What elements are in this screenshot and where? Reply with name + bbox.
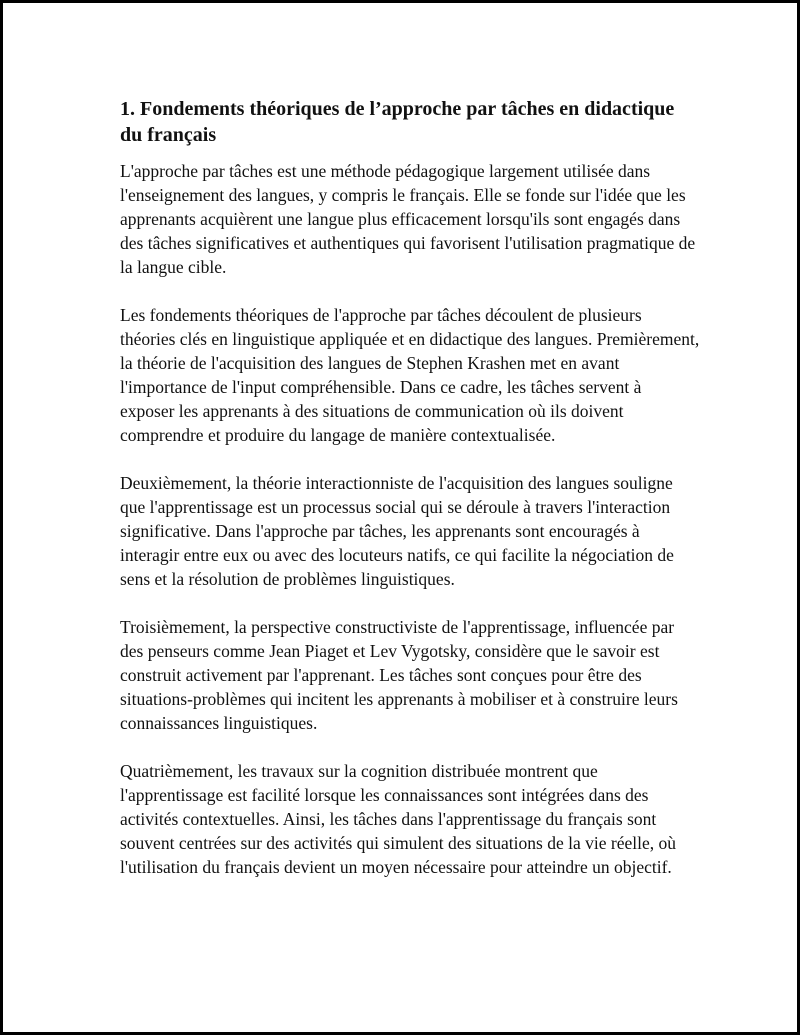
paragraph-1: L'approche par tâches est une méthode pédagogique largement utilisée dans l'enseignement des langues, y compris le français. Elle se fonde sur l'idée que les apprenants acquièrent une langue plus efficacement lorsqu'ils sont engagés dans des tâches significatives et authentiques qui favorisent l'utilisation pragmatique de la langue cible. <box>120 161 696 277</box>
paragraph-2: Les fondements théoriques de l'approche par tâches découlent de plusieurs théories clés en linguistique appliquée et en didactique des langues. Premièrement, la théorie de l'acquisition des langues de Stephen Krashen met en avant l'importance de l'input compréhensible. Dans ce cadre, les tâches servent à exposer les apprenants à des situations de communication où ils doivent comprendre et produire du langage de manière contextualisée. <box>120 305 700 445</box>
paragraph-5: Quatrièmement, les travaux sur la cognition distribuée montrent que l'apprentissage est facilité lorsque les connaissances sont intégrées dans des activités contextuelles. Ainsi, les tâches dans l'apprentissage du français sont souvent centrées sur des activités qui simulent des situations de la vie réelle, où l'utilisation du français devient un moyen nécessaire pour atteindre un objectif. <box>120 761 676 877</box>
document-content <box>120 96 700 903</box>
section-heading: 1. Fondements théoriques de l’approche par tâches en didactique du français <box>120 98 675 146</box>
paragraph-3: Deuxièmement, la théorie interactionniste de l'acquisition des langues souligne que l'apprentissage est un processus social qui se déroule à travers l'interaction significative. Dans l'approche par tâches, les apprenants sont encouragés à interagir entre eux ou avec des locuteurs natifs, ce qui facilite la négociation de sens et la résolution de problèmes linguistiques. <box>120 473 674 589</box>
paragraph-4: Troisièmement, la perspective constructiviste de l'apprentissage, influencée par des penseurs comme Jean Piaget et Lev Vygotsky, considère que le savoir est construit activement par l'apprenant. Les tâches sont conçues pour être des situations-problèmes qui incitent les apprenants à mobiliser et à construire leurs connaissances linguistiques. <box>120 617 678 733</box>
